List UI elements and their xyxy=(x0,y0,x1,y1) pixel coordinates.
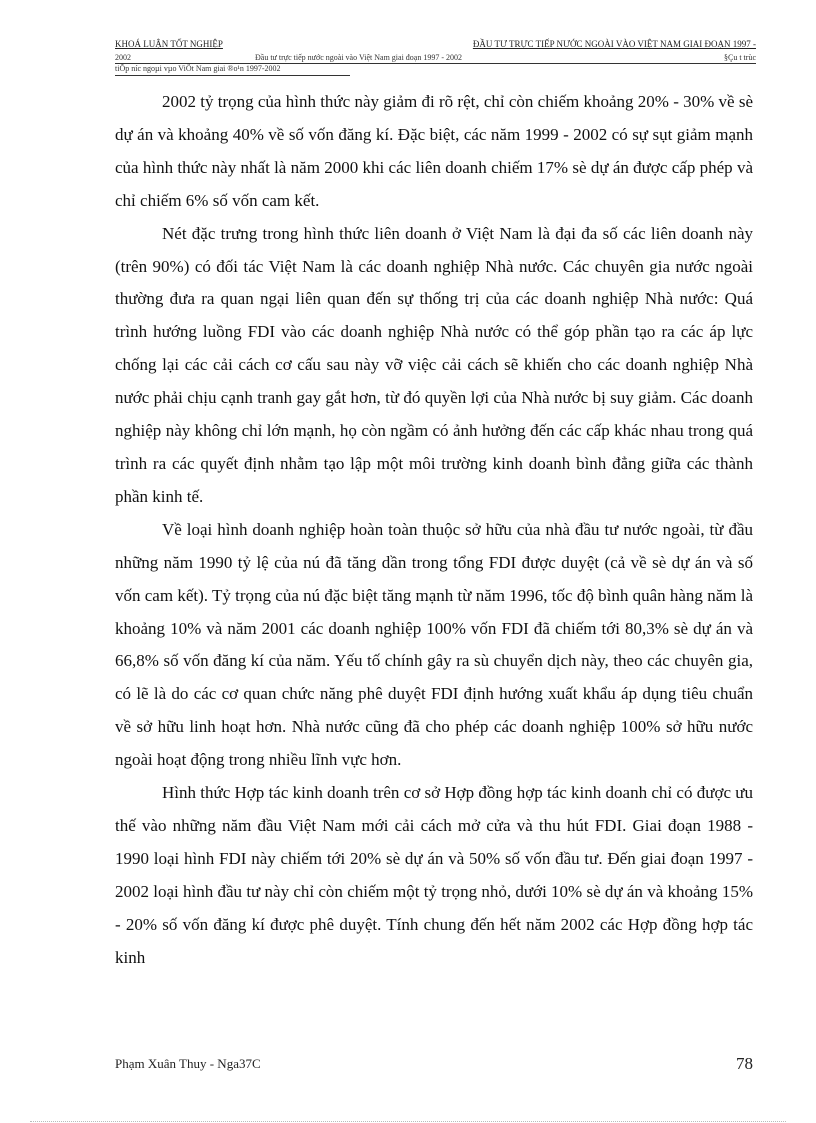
page-number: 78 xyxy=(736,1054,753,1073)
header-thesis-label: KHOÁ LUẬN TỐT NGHIỆP xyxy=(115,39,223,49)
header-title: ĐẦU TƯ TRỰC TIẾP NƯỚC NGOÀI VÀO VIỆT NAM GIAI ĐOẠN 1997 - xyxy=(472,39,756,49)
header-garbled-right: §Çu t trùc xyxy=(724,53,756,62)
header-rule-short xyxy=(115,75,350,76)
header-garbled-line: tiÕp níc ngoµi vµo ViÖt Nam giai ®o¹n 1997-2002 xyxy=(115,64,281,73)
paragraph: Nét đặc trưng trong hình thức liên doanh ở Việt Nam là đại đa số các liên doanh này (trên 90%) có đối tác Việt Nam là các doanh nghiệp Nhà nước. Các chuyên gia nước ngoài thường đưa ra quan ngại liên quan đến sự thống trị của các doanh nghiệp Nhà nước: Quá trình hướng luồng FDI vào các doanh nghiệp Nhà nước có thể góp phần tạo ra các áp lực chống lại các cải cách cơ cấu sau này vỡ việc cải cách sẽ khiến cho các doanh nghiệp Nhà nước phải chịu cạnh tranh gay gắt hơn, từ đó quyền lợi của Nhà nước bị suy giảm. Các doanh nghiệp này không chỉ lớn mạnh, họ còn ngầm có ảnh hưởng đến các cấp khác nhau trong quá trình ra các quyết định nhằm tạo lập một môi trường kinh doanh bình đẳng giữa các thành phần kinh tế. xyxy=(115,223,753,506)
paragraph: 2002 tỷ trọng của hình thức này giảm đi rõ rệt, chỉ còn chiếm khoảng 20% - 30% về sè dự án và khoảng 40% về số vốn đăng kí. Đặc biệt, các năm 1999 - 2002 có sự sụt giảm mạnh của hình thức này nhất là năm 2000 khi các liên doanh chiếm 17% sè dự án được cấp phép và chỉ chiếm 6% số vốn cam kết. xyxy=(115,92,753,210)
footer-author: Phạm Xuân Thuy - Nga37C xyxy=(115,1056,261,1071)
page-bottom-border xyxy=(30,1121,786,1122)
body-text xyxy=(115,86,753,974)
header-year: 2002 xyxy=(115,53,131,62)
header-subtitle: Đầu tư trực tiếp nước ngoài vào Việt Nam giai đoạn 1997 - 2002 xyxy=(255,53,463,62)
paragraph: Hình thức Hợp tác kinh doanh trên cơ sở Hợp đồng hợp tác kinh doanh chỉ có được ưu thế vào những năm đầu Việt Nam mới cải cách mở cửa và thu hút FDI. Giai đoạn 1988 - 1990 loại hình FDI này chiếm tới 20% sè dự án và 50% số vốn đầu tư. Đến giai đoạn 1997 - 2002 loại hình đầu tư này chỉ còn chiếm một tỷ trọng nhỏ, dưới 10% sè dự án và khoảng 15% - 20% số vốn đăng kí được phê duyệt. Tính chung đến hết năm 2002 các Hợp đồng hợp tác kinh xyxy=(115,783,753,967)
paragraph: Về loại hình doanh nghiệp hoàn toàn thuộc sở hữu của nhà đầu tư nước ngoài, từ đầu những năm 1990 tỷ lệ của nú đã tăng dần trong tổng FDI được duyệt (cả về sè dự án và số vốn cam kết). Tỷ trọng của nú đặc biệt tăng mạnh từ năm 1996, tốc độ bình quân hàng năm là khoảng 10% và năm 2001 các doanh nghiệp 100% vốn FDI đã chiếm tới 80,3% sè dự án và 66,8% số vốn đăng kí của năm. Yếu tố chính gây ra sù chuyển dịch này, theo các chuyên gia, có lẽ là do các cơ quan chức năng phê duyệt FDI định hướng xuất khẩu áp dụng tiêu chuẩn về sở hữu linh hoạt hơn. Nhà nước cũng đã cho phép các doanh nghiệp 100% sở hữu nước ngoài hoạt động trong nhiều lĩnh vực hơn. xyxy=(115,519,753,770)
